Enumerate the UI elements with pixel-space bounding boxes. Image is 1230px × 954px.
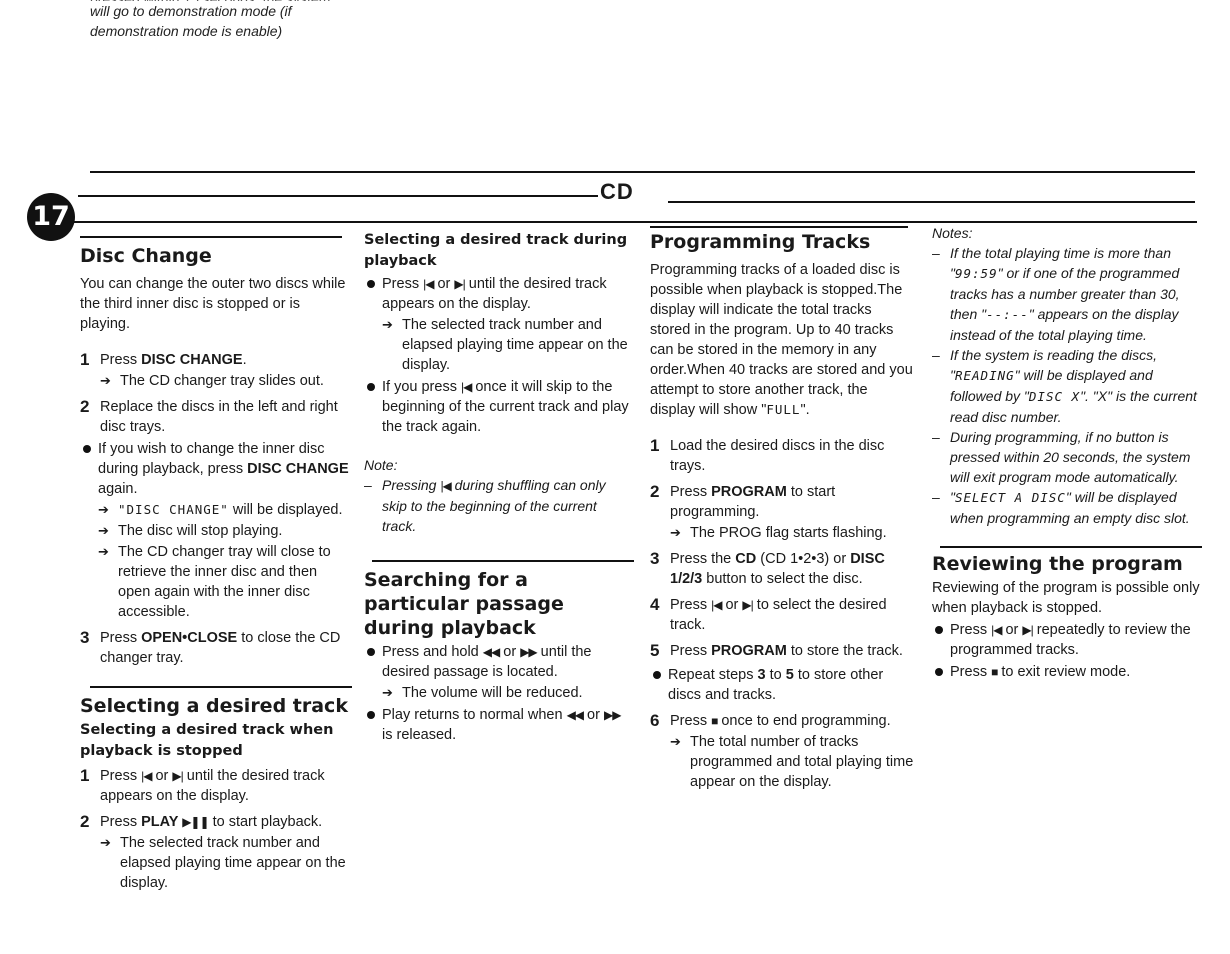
header-rule-left [78,195,598,197]
step-number: 1 [80,350,90,369]
note-item: – Pressing |◀ during shuffling can only skip to the beginning of the current track. [364,477,606,534]
programming-intro: Programming tracks of a loaded disc is possible when playback is stopped.The display will indicate the total tracks stored in the program. Up to 40 tracks can be stored in the memory in any order.When 40 tracks are stored and you attempt to store another track, the display will show "FULL". [650,262,913,418]
result-arrow-icon: ➔ [670,525,681,540]
lcd-text: "DISC CHANGE" [118,502,229,517]
section-rule [80,236,342,238]
programming-title: Programming Tracks [650,231,871,253]
disc-change-step-3: 3 Press OPEN•CLOSE to close the CD changer tray. [80,628,341,666]
programming-step-4: 4 Press |◀ or ▶| to select the desired track. [650,595,887,633]
fast-forward-icon: ▶▶ [603,707,621,722]
column-1 [80,236,350,893]
during-playback-bullet-2: If you press |◀ once it will skip to the beginning of the current track and play the track again. [364,377,634,437]
searching-title: Searching for a particular passage during playback [364,568,564,639]
next-track-icon: ▶| [454,277,465,291]
column-3 [650,226,915,792]
result-arrow-icon: ➔ [670,734,681,749]
result-arrow-icon: ➔ [98,523,109,538]
section-rule [650,226,908,228]
reviewing-bullet-2: Press ■ to exit review mode. [932,662,1204,682]
programming-bullet: Repeat steps 3 to 5 to store other discs and tracks. [650,665,915,705]
section-title: CD [600,179,634,204]
disc-change-title: Disc Change [80,245,212,267]
previous-track-icon: |◀ [711,598,722,612]
disc-change-bullet: If you wish to change the inner disc during playback, press DISC CHANGE again. ➔ "DISC CHANGE" will be displayed. ➔ The disc will stop playing. ➔ The CD changer tray will close to retrieve the inner disc and then open again with the inner disc accessible. [80,439,350,622]
note-item-2: – If the system is reading the discs, "READING" will be displayed and followed by "DISC X". "X" is the current read disc number. [932,347,1197,425]
rewind-icon: ◀◀ [482,644,500,659]
next-track-icon: ▶| [1022,622,1033,637]
previous-track-icon: |◀ [141,768,152,783]
result-arrow-icon: ➔ [100,834,111,850]
during-playback-subtitle: Selecting a desired track during playback [364,232,628,269]
column-4 [932,223,1204,682]
disc-change-step-2: 2 Replace the discs in the left and right disc trays. [80,397,338,435]
fragment-line-1: will go to demonstration mode (if [90,3,292,19]
stop-icon: ■ [711,714,718,728]
lcd-text: FULL [766,402,801,417]
result-arrow-icon: ➔ [382,684,393,700]
programming-step-6: 6 Press ■ once to end programming. ➔ The total number of tracks programmed and total playing time appear on the display. [650,711,914,790]
next-track-icon: ▶| [742,598,753,612]
note-item-3: – During programming, if no button is pressed within 20 seconds, the system will exit program mode automatically. [932,429,1191,485]
rewind-icon: ◀◀ [566,707,584,722]
select-track-subtitle: Selecting a desired track when playback is stopped [80,721,334,759]
reviewing-bullet-1: Press |◀ or ▶| repeatedly to review the programmed tracks. [932,620,1204,660]
play-pause-icon: ▶❚❚ [182,814,209,829]
programming-step-5: 5 Press PROGRAM to store the track. [650,641,903,660]
programming-step-2: 2 Press PROGRAM to start programming. ➔ The PROG flag starts flashing. [650,482,887,541]
select-track-step-1: 1 Press |◀ or ▶| until the desired track appears on the display. [80,765,325,804]
stop-icon: ■ [991,664,998,679]
note-item-4: – "SELECT A DISC" will be displayed when programming an empty disc slot. [932,489,1190,526]
next-track-icon: ▶| [172,768,183,783]
disc-change-intro: You can change the outer two discs while the third inner disc is stopped or is playing. [80,276,346,332]
section-rule [372,560,634,562]
note-item-1: – If the total playing time is more than "99:59" or if one of the programmed tracks has a number greater than 30, then "--:--" appears on the display instead of the total playing time. [932,245,1180,343]
programming-step-1: 1 Load the desired discs in the disc trays. [650,436,885,474]
previous-page-fragment [90,0,390,41]
during-playback-bullet-1: Press |◀ or ▶| until the desired track appears on the display. ➔ The selected track number and elapsed playing time appear on the display. [364,274,634,375]
previous-track-icon: |◀ [460,380,472,394]
page-number-badge: 17 [27,193,75,241]
reviewing-intro: Reviewing of the program is possible only when playback is stopped. [932,579,1200,616]
previous-track-icon: |◀ [991,622,1002,637]
reviewing-title: Reviewing the program [932,552,1183,575]
column-2 [364,230,634,745]
searching-bullet-2: Play returns to normal when ◀◀ or ▶▶ is released. [364,705,634,745]
programming-step-3: 3 Press the CD (CD 1•2•3) or DISC 1/2/3 button to select the disc. [650,549,885,587]
result-arrow-icon: ➔ [382,317,393,332]
result-arrow-icon: ➔ [98,502,109,517]
result-arrow-icon: ➔ [98,544,109,559]
select-track-title: Selecting a desired track [80,694,348,717]
fragment-line-2: demonstration mode is enable) [90,23,283,39]
searching-bullet-1: Press and hold ◀◀ or ▶▶ until the desired passage is located. ➔ The volume will be reduced. [364,642,634,703]
key-label: DISC CHANGE [141,352,243,368]
previous-track-icon: |◀ [440,479,451,493]
notes-label: Notes: [932,225,973,241]
section-rule [940,546,1202,548]
fast-forward-icon: ▶▶ [520,644,537,659]
previous-track-icon: |◀ [423,277,434,291]
header-rule-top [90,171,1195,173]
note-label: Note: [364,457,398,473]
disc-change-step-1: 1 Press DISC CHANGE. ➔ The CD changer tray slides out. [80,350,350,391]
header-rule-right [668,201,1195,203]
result-arrow-icon: ➔ [100,373,111,388]
select-track-step-2: 2 Press PLAY ▶❚❚ to start playback. ➔ The selected track number and elapsed playing time appear on the display. [80,811,346,891]
section-rule [90,686,352,688]
step-result: ➔ The CD changer tray slides out. [100,373,324,389]
